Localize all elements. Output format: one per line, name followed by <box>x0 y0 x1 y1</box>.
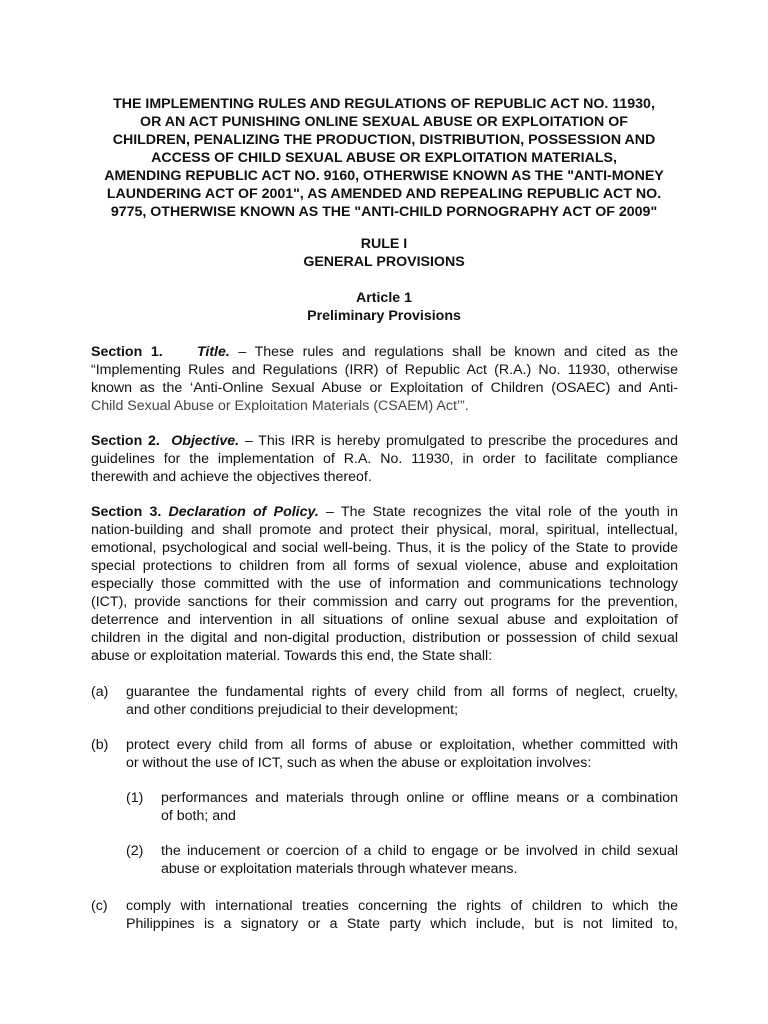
section-text: (ICT), provide sanctions for their commission and carry out programs for the prevention, <box>91 594 678 610</box>
section-2 <box>91 432 678 486</box>
section-label: Section 2. <box>91 433 160 449</box>
item-text: Philippines is a signatory or a State party which include, but is not limited to, <box>126 916 678 932</box>
item-text: protect every child from all forms of abuse or exploitation, whether committed with <box>126 737 678 753</box>
item-marker: (b) <box>91 737 109 753</box>
section-label: Section 3. <box>91 504 162 520</box>
section-text: emotional, psychological and social well-being. Thus, it is the policy of the State to provide <box>91 540 678 556</box>
subitem-text: performances and materials through online or offline means or a combination <box>161 790 678 806</box>
section-text: special protections to children from all forms of sexual violence, abuse and exploitation <box>91 558 678 574</box>
section-text: guidelines for the implementation of R.A. No. 11930, in order to facilitate compliance <box>91 451 678 467</box>
section-text: “Implementing Rules and Regulations (IRR) of Republic Act (R.A.) No. 11930, otherwise <box>91 362 678 378</box>
item-text: comply with international treaties concerning the rights of children to which the <box>126 898 678 914</box>
title-line: THE IMPLEMENTING RULES AND REGULATIONS OF REPUBLIC ACT NO. 11930, <box>113 96 655 112</box>
article-number: Article 1 <box>356 290 412 306</box>
title-line: LAUNDERING ACT OF 2001", AS AMENDED AND REPEALING REPUBLIC ACT NO. <box>106 186 662 202</box>
title-line: 9775, OTHERWISE KNOWN AS THE "ANTI-CHILD PORNOGRAPHY ACT OF 2009" <box>110 204 658 220</box>
section-3 <box>91 503 678 665</box>
section-text: – This IRR is hereby promulgated to prescribe the procedures and <box>244 433 678 449</box>
subitem-text: of both; and <box>161 808 236 824</box>
item-text: and other conditions prejudicial to their development; <box>126 702 459 718</box>
item-text: or without the use of ICT, such as when the abuse or exploitation involves: <box>126 755 592 771</box>
rule-name: GENERAL PROVISIONS <box>303 254 465 270</box>
section-text: nation-building and shall promote and protect their physical, moral, spiritual, intellectual, <box>91 522 678 538</box>
section-1 <box>91 343 678 415</box>
subitem-text: the inducement or coercion of a child to engage or be involved in child sexual <box>161 843 678 859</box>
section-text: therewith and achieve the objectives thereof. <box>91 469 372 485</box>
article-name: Preliminary Provisions <box>307 308 461 324</box>
title-line: ACCESS OF CHILD SEXUAL ABUSE OR EXPLOITATION MATERIALS, <box>151 150 617 166</box>
item-marker: (a) <box>91 684 109 700</box>
section-text: – The State recognizes the vital role of the youth in <box>326 504 678 520</box>
section-text: known as the ‘Anti-Online Sexual Abuse or Exploitation of Children (OSAEC) and Anti- <box>91 380 678 396</box>
section-label: Section 1. <box>91 344 163 360</box>
title-line: CHILDREN, PENALIZING THE PRODUCTION, DISTRIBUTION, POSSESSION AND <box>112 132 656 148</box>
section-text: children in the digital and non-digital production, distribution or possession of child sexual <box>91 630 678 646</box>
item-marker: (c) <box>91 898 108 914</box>
section-heading: Objective. <box>171 433 240 449</box>
section-text: deterrence and intervention in all situations of online sexual abuse and exploitation of <box>91 612 678 628</box>
document-title <box>84 95 684 221</box>
section-heading: Declaration of Policy. <box>168 504 319 520</box>
section-text: abuse or exploitation material. Towards this end, the State shall: <box>91 648 493 664</box>
section-text: – These rules and regulations shall be known and cited as the <box>238 344 678 360</box>
section-text: especially those committed with the use of information and communications technology <box>91 576 678 592</box>
section-heading: Title. <box>196 344 230 360</box>
subitem-marker: (1) <box>126 790 144 806</box>
subitem-marker: (2) <box>126 843 144 859</box>
subitem-text: abuse or exploitation materials through whatever means. <box>161 861 518 877</box>
section-text: Child Sexual Abuse or Exploitation Materials (CSAEM) Act’”. <box>91 398 469 414</box>
title-line: AMENDING REPUBLIC ACT NO. 9160, OTHERWISE KNOWN AS THE "ANTI-MONEY <box>104 168 664 184</box>
item-text: guarantee the fundamental rights of every child from all forms of neglect, cruelty, <box>126 684 678 700</box>
title-line: OR AN ACT PUNISHING ONLINE SEXUAL ABUSE OR EXPLOITATION OF <box>140 114 628 130</box>
rule-number: RULE I <box>360 236 408 252</box>
